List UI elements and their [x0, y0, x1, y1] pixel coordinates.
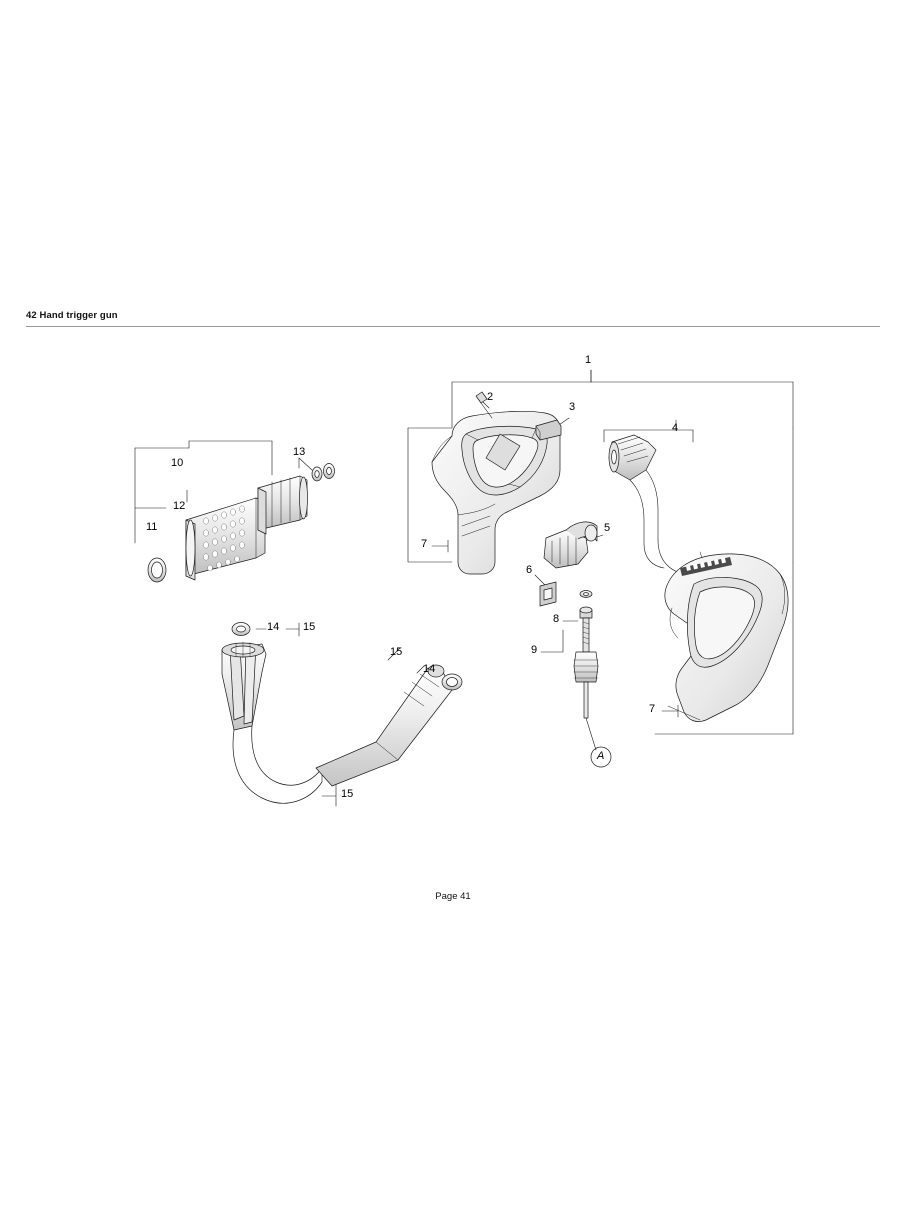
callout-10: 10 [171, 457, 184, 469]
callout-14-right: 14 [423, 663, 436, 675]
exploded-diagram [0, 330, 906, 850]
callout-15-lower: 15 [341, 788, 354, 800]
callout-14-left: 14 [267, 621, 280, 633]
callout-8: 8 [553, 613, 560, 625]
part-gun-shell-right [665, 552, 788, 722]
part-filter-assembly [148, 464, 335, 583]
callout-detail-a: A [597, 750, 605, 762]
callout-3: 3 [569, 401, 576, 413]
part-gun-shell-left [432, 392, 561, 574]
callout-13: 13 [293, 446, 306, 458]
part-lance-assembly [222, 623, 462, 804]
callout-12: 12 [173, 500, 186, 512]
callout-11: 11 [146, 521, 158, 533]
page-footer: Page 41 [435, 891, 471, 902]
callout-15-upper: 15 [390, 646, 403, 658]
callout-15-left: 15 [303, 621, 316, 633]
page-title: 42 Hand trigger gun [26, 310, 118, 321]
part-valve-spindle [574, 591, 611, 768]
callout-5: 5 [604, 522, 611, 534]
callout-7-right: 7 [649, 703, 656, 715]
callout-6: 6 [526, 564, 533, 576]
callout-4: 4 [672, 422, 679, 434]
title-divider [26, 326, 880, 327]
callout-7-left: 7 [421, 538, 428, 550]
callout-9: 9 [531, 644, 538, 656]
callout-2: 2 [487, 391, 494, 403]
callout-1: 1 [585, 354, 592, 366]
parts-drawing-svg [0, 330, 906, 850]
part-inlet-fitting [609, 435, 690, 574]
